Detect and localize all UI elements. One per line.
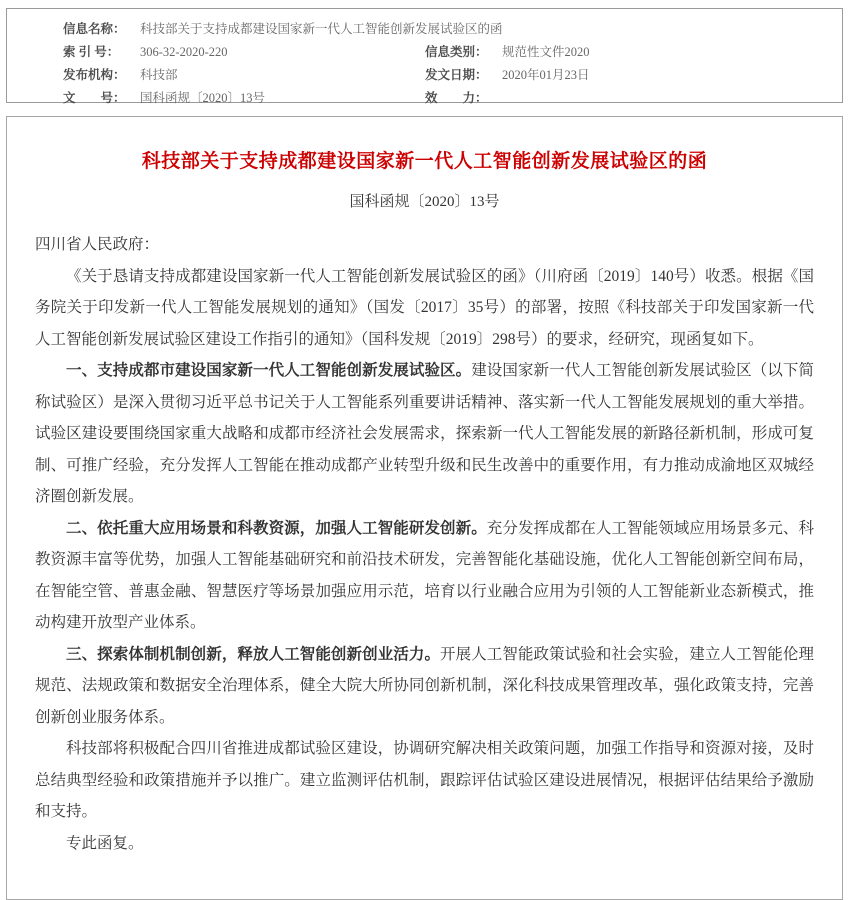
issue-date-value: 2020年01月23日 xyxy=(502,68,590,82)
paragraph-support-text: 科技部将积极配合四川省推进成都试验区建设，协调研究解决相关政策问题，加强工作指导和资源对接，及时总结典型经验和政策措施并予以推广。建立监测评估机制，跟踪评估试验区建设进展情况，根据评估结果给予激励和支持。 xyxy=(35,740,814,820)
meta-row-name xyxy=(63,18,842,41)
paragraph-closing xyxy=(35,828,814,860)
paragraph-section-1-text: 建设国家新一代人工智能创新发展试验区（以下简称试验区）是深入贯彻习近平总书记关于人工智能系列重要讲话精神、落实新一代人工智能发展规划的重大举措。试验区建设要围绕国家重大战略和成都市经济社会发展需求，探索新一代人工智能发展的新路径新机制，形成可复制、可推广经验，充分发挥人工智能在推动成都产业转型升级和民生改善中的重要作用，有力推动成渝地区双城经济圈创新发展。 xyxy=(35,362,814,505)
paragraph-closing-text: 专此函复。 xyxy=(66,834,144,852)
salutation: 四川省人民政府： xyxy=(35,236,160,253)
info-category-label: 信息类别： xyxy=(425,45,488,59)
document-info-panel xyxy=(6,8,843,103)
paragraph-section-2 xyxy=(35,513,814,639)
document-number: 国科函规〔2020〕13号 xyxy=(349,194,500,210)
paragraph-section-1 xyxy=(35,355,814,513)
document-body-panel xyxy=(6,116,843,900)
paragraph-section-2-lead: 二、依托重大应用场景和科教资源，加强人工智能研发创新。 xyxy=(66,519,487,537)
paragraph-section-2-text: 充分发挥成都在人工智能领域应用场景多元、科教资源丰富等优势，加强人工智能基础研究和前沿技术研发，完善智能化基础设施，优化人工智能创新空间布局，在智能空管、普惠金融、智慧医疗等场景加强应用示范，培育以行业融合应用为引领的人工智能新业态新模式，推动构建开放型产业体系。 xyxy=(35,519,814,631)
issuing-agency-value: 科技部 xyxy=(140,68,178,82)
info-category-value: 规范性文件2020 xyxy=(502,45,590,59)
issuing-agency-label: 发布机构： xyxy=(63,68,126,82)
document-title: 科技部关于支持成都建设国家新一代人工智能创新发展试验区的函 xyxy=(141,151,708,172)
effect-label: 效 力： xyxy=(425,91,488,105)
paragraph-section-1-lead: 一、支持成都市建设国家新一代人工智能创新发展试验区。 xyxy=(66,362,472,379)
index-number-value: 306-32-2020-220 xyxy=(140,45,228,59)
index-number-label: 索 引 号： xyxy=(63,45,120,59)
info-name-label: 信息名称： xyxy=(63,22,126,36)
meta-row-index-category xyxy=(63,41,842,64)
document-number-label: 文 号： xyxy=(63,91,126,105)
paragraph-support xyxy=(35,733,814,828)
meta-row-docnum-effect xyxy=(63,87,842,110)
issue-date-label: 发文日期： xyxy=(425,68,488,82)
paragraph-intro xyxy=(35,261,814,356)
document-body xyxy=(35,229,814,859)
document-number-value: 国科函规〔2020〕13号 xyxy=(140,91,266,105)
paragraph-intro-text: 《关于恳请支持成都建设国家新一代人工智能创新发展试验区的函》（川府函〔2019〕140号）收悉。根据《国务院关于印发新一代人工智能发展规划的通知》（国发〔2017〕35号）的部署，按照《科技部关于印发国家新一代人工智能创新发展试验区建设工作指引的通知》（国科发规〔2019〕298号）的要求，经研究，现函复如下。 xyxy=(35,267,814,348)
info-name-value: 科技部关于支持成都建设国家新一代人工智能创新发展试验区的函 xyxy=(140,22,503,36)
paragraph-section-3 xyxy=(35,639,814,734)
meta-row-agency-date xyxy=(63,64,842,87)
paragraph-section-3-text: 开展人工智能政策试验和社会实验，建立人工智能伦理规范、法规政策和数据安全治理体系，健全大院大所协同创新机制，深化科技成果管理改革，强化政策支持，完善创新创业服务体系。 xyxy=(35,645,814,726)
paragraph-section-3-lead: 三、探索体制机制创新，释放人工智能创新创业活力。 xyxy=(66,645,441,663)
